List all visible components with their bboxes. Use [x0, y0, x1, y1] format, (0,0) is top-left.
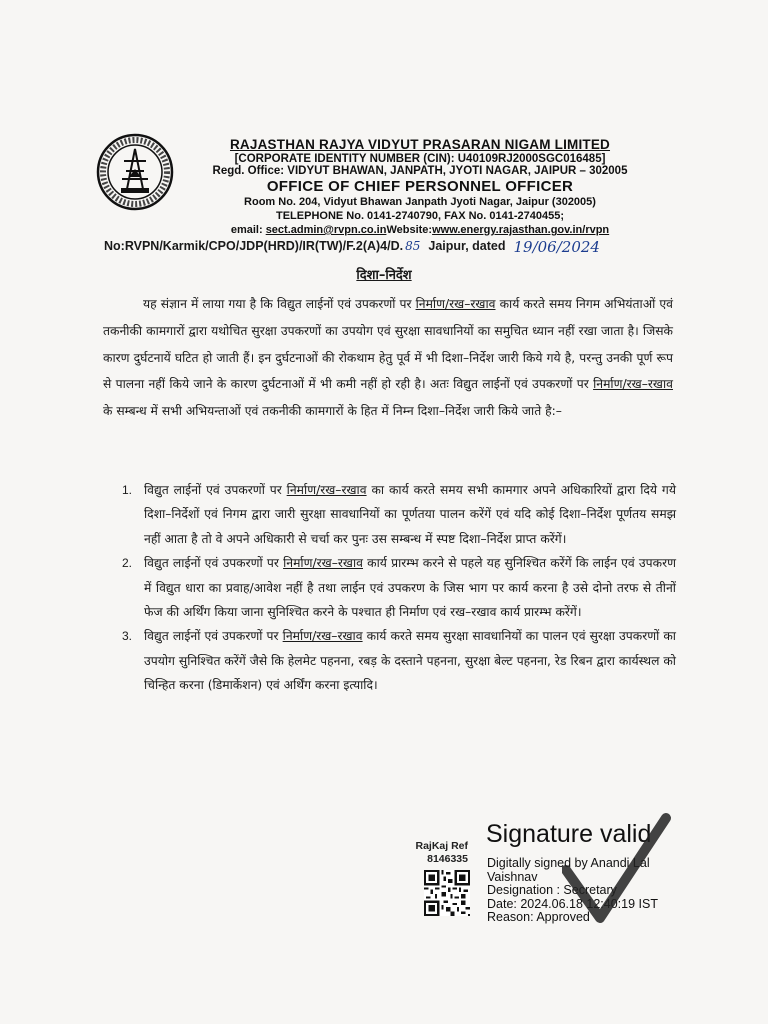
directive-number: 2. — [122, 556, 133, 571]
rajkaj-reference: RajKaj Ref 8146335 — [415, 840, 468, 865]
directive-item: 2. विद्युत लाईनों एवं उपकरणों पर निर्माण/रख–रखाव कार्य प्रारम्भ करने से पहले यह सुनिश्चित करेंगें कि लाईन एवं उपकरण में विद्युत धारा का प्रवाह/आवेश नहीं है तथा लाईन एवं उपकरण के जिस भाग पर कार्य करना है उसे दोनो तरफ से तीनों फेज की अर्थिंग किया जाना सुनिश्चित करने के पश्चात ही निर्माण एवं रख–रखाव कार्य प्रारम्भ करेंगें। — [118, 551, 676, 624]
reference-number: No:RVPN/Karmik/CPO/JDP(HRD)/IR(TW)/F.2(A)4/D. — [104, 239, 404, 253]
website-link[interactable]: www.energy.rajasthan.gov.in/rvpn — [432, 224, 610, 236]
company-name: RAJASTHAN RAJYA VIDYUT PRASARAN NIGAM LIMITED — [229, 137, 611, 152]
handwritten-ref-number: 85 — [405, 239, 421, 253]
designation: Designation : Secretary — [487, 883, 617, 898]
telephone-line: TELEPHONE No. 0141-2740790, FAX No. 0141-2740455; — [276, 210, 564, 222]
signature-valid-check-icon — [562, 812, 672, 932]
signature-date: Date: 2024.06.18 12:40:19 IST — [487, 896, 658, 911]
email-link[interactable]: sect.admin@rvpn.co.in — [265, 224, 387, 236]
reference-line — [104, 236, 600, 254]
rvpn-seal-logo — [96, 133, 174, 211]
cin-line: [CORPORATE IDENTITY NUMBER (CIN): U40109RJ2000SGC016485] — [234, 153, 606, 165]
handwritten-date: 19/06/2024 — [513, 238, 600, 256]
contact-line: email: sect.admin@rvpn.co.inWebsite:www.energy.rajasthan.gov.in/rvpn — [230, 224, 610, 236]
regd-office-line: Regd. Office: VIDYUT BHAWAN, JANPATH, JYOTI NAGAR, JAIPUR – 302005 — [212, 165, 628, 177]
office-title: OFFICE OF CHIEF PERSONNEL OFFICER — [266, 178, 574, 195]
signed-by: Digitally signed by Anandi Lal — [487, 856, 650, 870]
qr-code-icon[interactable] — [424, 870, 470, 916]
directive-item: 3. विद्युत लाईनों एवं उपकरणों पर निर्माण/रख–रखाव कार्य करते समय सुरक्षा सावधानियों का पालन एवं सुरक्षा उपकरणों का उपयोग सुनिश्चित करेंगें जैसे कि हेलमेट पहनना, रबड़ के दस्ताने पहनना, सुरक्षा बेल्ट पहनना, रेड रिबन द्वारा कार्यस्थल को चिन्हित करना (डिमार्केशन) एवं अर्थिंग करना इत्यादि। — [118, 624, 676, 697]
directive-item: 1. विद्युत लाईनों एवं उपकरणों पर निर्माण/रख–रखाव का कार्य करते समय सभी कामगार अपने अधिकारियों द्वारा दिये गये दिशा–निर्देशों एवं निगम द्वारा जारी सुरक्षा सावधानियों का पूर्णतया पालन करेंगें एवं यदि कोई दिशा–निर्देश पूर्णतय समझ नहीं आता है तो वे अपने अधिकारी से चर्चा कर पुनः उस सम्बन्ध में स्पष्ट दिशा–निर्देश प्राप्त करेंगें। — [118, 478, 676, 551]
directive-number: 3. — [122, 629, 133, 644]
signature-reason: Reason: Approved — [487, 910, 590, 925]
intro-paragraph: यह संज्ञान में लाया गया है कि विद्युत लाईनों एवं उपकरणों पर निर्माण/रख–रखाव कार्य करते समय निगम अभियंताओं एवं तकनीकी कामगारों द्वारा यथोचित सुरक्षा उपकरणों का उपयोग एवं सुरक्षा सावधानियों का समुचित ध्यान नहीं रखा जाता है। जिसके कारण दुर्घटनायें घटित हो जाती हैं। इन दुर्घटनाओं की रोकथाम हेतु पूर्व में भी दिशा–निर्देश जारी किये गये है, परन्तु उनकी पूर्ण रूप से पालना नहीं किये जाने के कारण दुर्घटनाओं में भी कमी नहीं हो रही है। अतः विद्युत लाईनों एवं उपकरणों पर निर्माण/रख–रखाव के सम्बन्ध में सभी अभियन्ताओं एवं तकनीकी कामगारों के हित में निम्न दिशा–निर्देश जारी किये जाते है:– — [103, 297, 673, 419]
place-date-label: Jaipur, dated — [428, 239, 506, 253]
signed-by-cont: Vaishnav — [487, 869, 538, 884]
directives-list — [118, 478, 676, 698]
room-address: Room No. 204, Vidyut Bhawan Janpath Jyoti Nagar, Jaipur (302005) — [244, 196, 596, 208]
directive-number: 1. — [122, 483, 133, 497]
document-heading: दिशा–निर्देश — [356, 268, 412, 283]
signature-status: Signature valid — [486, 820, 652, 848]
letterhead — [180, 137, 660, 237]
